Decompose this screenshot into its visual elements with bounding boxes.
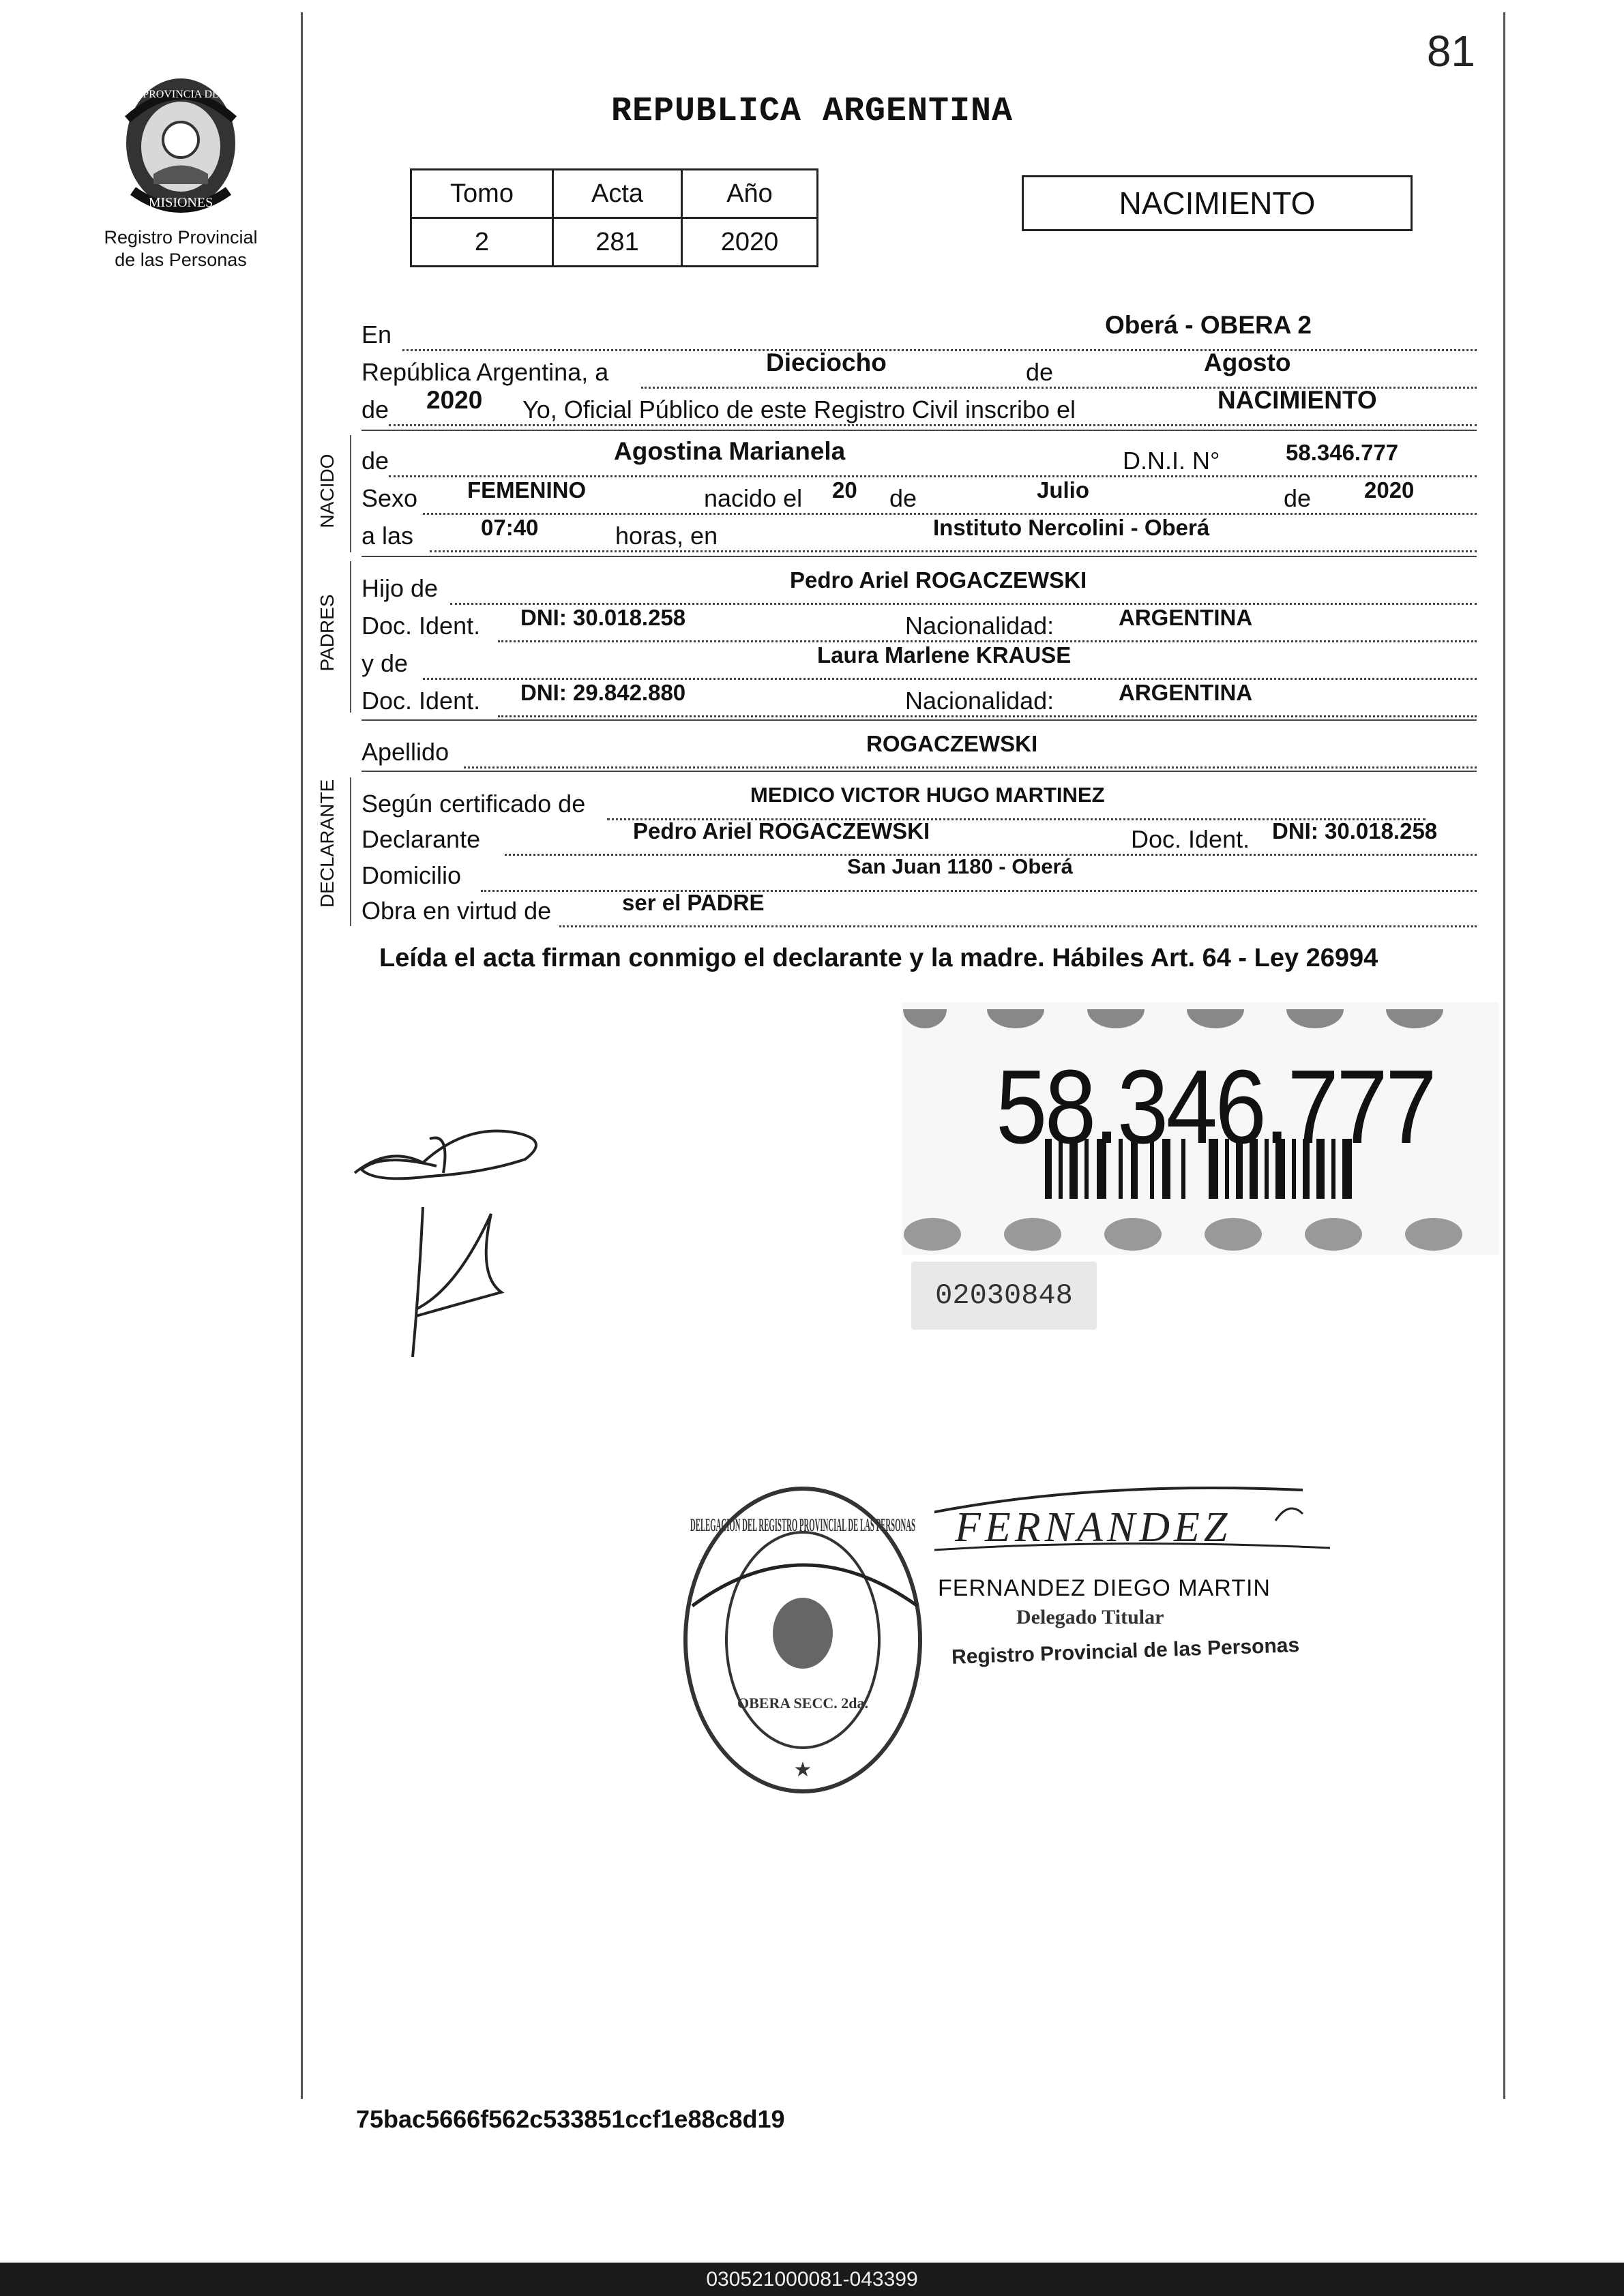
record-table-header-tomo: Tomo xyxy=(411,170,553,218)
row-father xyxy=(361,567,1477,608)
value-surname: ROGACZEWSKI xyxy=(866,731,1038,756)
value-mother-doc: DNI: 29.842.880 xyxy=(520,680,686,705)
label-yo-oficial: Yo, Oficial Público de este Registro Civil inscribo el xyxy=(520,396,1078,424)
value-capacity: ser el PADRE xyxy=(622,890,765,915)
label-domicilio: Domicilio xyxy=(361,861,464,890)
svg-text:★: ★ xyxy=(793,1759,812,1781)
value-birth-year: 2020 xyxy=(1364,477,1415,503)
dotted-line xyxy=(402,322,1477,351)
row-mother-doc xyxy=(361,680,1477,721)
label-a-las: a las xyxy=(361,522,416,550)
value-sex: FEMENINO xyxy=(467,477,587,503)
record-table-header-row xyxy=(411,170,818,218)
registry-caption-line2: de las Personas xyxy=(115,250,247,270)
label-en: En xyxy=(361,320,394,349)
label-nacionalidad: Nacionalidad: xyxy=(902,612,1057,640)
official-seal-inner-text: OBERA SECC. 2da. xyxy=(737,1695,868,1712)
officer-role: Delegado Titular xyxy=(1016,1606,1164,1628)
row-declarant xyxy=(361,818,1477,859)
value-certificate-by: MEDICO VICTOR HUGO MARTINEZ xyxy=(750,783,1105,807)
record-table-anio: 2020 xyxy=(682,218,818,267)
label-y-de: y de xyxy=(361,649,411,678)
value-record-kind: NACIMIENTO xyxy=(1217,386,1377,414)
value-birth-day: 20 xyxy=(832,477,857,503)
label-nacionalidad-mother: Nacionalidad: xyxy=(902,687,1057,715)
section-divider xyxy=(361,771,1477,772)
value-declarant-doc: DNI: 30.018.258 xyxy=(1272,818,1438,844)
label-de-child: de xyxy=(361,447,392,475)
label-doc-ident-declarant: Doc. Ident. xyxy=(1128,825,1252,854)
document-hash: 75bac5666f562c533851ccf1e88c8d19 xyxy=(356,2105,785,2133)
label-dni: D.N.I. N° xyxy=(1120,447,1222,475)
footer-code-bar: 030521000081-043399 xyxy=(0,2263,1624,2296)
page-number: 81 xyxy=(1426,27,1475,76)
record-table-tomo: 2 xyxy=(411,218,553,267)
record-table-acta: 281 xyxy=(553,218,682,267)
label-de-month: de xyxy=(887,484,919,513)
row-child-name xyxy=(361,437,1477,481)
section-divider xyxy=(361,719,1477,721)
section-divider xyxy=(361,430,1477,431)
right-margin-line xyxy=(1503,12,1505,2099)
section-label-padres: PADRES xyxy=(316,594,338,672)
label-de-year: de xyxy=(361,396,392,424)
row-place xyxy=(361,311,1477,355)
value-year: 2020 xyxy=(426,386,483,414)
record-type-box: NACIMIENTO xyxy=(1022,175,1413,231)
record-table-header-acta: Acta xyxy=(553,170,682,218)
declarant-signature xyxy=(348,1112,566,1371)
row-mother xyxy=(361,642,1477,683)
section-bar-declarante xyxy=(350,777,351,926)
official-seal-stamp xyxy=(679,1483,928,1797)
value-place: Oberá - OBERA 2 xyxy=(1105,311,1312,339)
label-nacido-el: nacido el xyxy=(701,484,805,513)
value-father-name: Pedro Ariel ROGACZEWSKI xyxy=(790,567,1087,593)
label-declarante: Declarante xyxy=(361,825,483,854)
official-seal-text: DELEGACION DEL REGISTRO PROVINCIAL DE LAS PERSONAS xyxy=(690,1515,915,1535)
row-certificate xyxy=(361,783,1477,824)
value-child-name: Agostina Marianela xyxy=(614,437,846,465)
record-table-value-row xyxy=(411,218,818,267)
label-horas-en: horas, en xyxy=(612,522,720,550)
label-obra-en-virtud: Obra en virtud de xyxy=(361,897,554,925)
officer-name: FERNANDEZ DIEGO MARTIN xyxy=(938,1575,1271,1601)
value-child-dni: 58.346.777 xyxy=(1286,440,1399,465)
section-divider xyxy=(361,556,1477,557)
closing-text: Leída el acta firman conmigo el declarante y la madre. Hábiles Art. 64 - Ley 26994 xyxy=(379,944,1378,972)
section-bar-padres xyxy=(350,561,351,713)
row-surname xyxy=(361,731,1477,772)
officer-organization: Registro Provincial de las Personas xyxy=(951,1634,1300,1669)
province-seal-icon xyxy=(113,72,249,222)
control-number-stamp: 02030848 xyxy=(911,1262,1097,1330)
value-birth-place: Instituto Nercolini - Oberá xyxy=(933,515,1210,540)
row-sex-birth xyxy=(361,477,1477,518)
left-margin-line xyxy=(301,12,303,2099)
value-birth-time: 07:40 xyxy=(481,515,539,540)
label-de: de xyxy=(1023,358,1056,387)
registry-caption xyxy=(75,226,286,271)
record-table-header-anio: Año xyxy=(682,170,818,218)
label-segun-certificado: Según certificado de xyxy=(361,790,588,818)
value-father-nationality: ARGENTINA xyxy=(1119,605,1253,630)
value-mother-name: Laura Marlene KRAUSE xyxy=(817,642,1072,668)
registry-caption-line1: Registro Provincial xyxy=(104,227,258,248)
label-sexo: Sexo xyxy=(361,484,420,513)
label-hijo-de: Hijo de xyxy=(361,574,441,603)
seal-text-top: PROVINCIA DE xyxy=(143,89,219,100)
row-address xyxy=(361,854,1477,895)
country-title: REPUBLICA ARGENTINA xyxy=(610,92,1014,131)
label-doc-ident-mother: Doc. Ident. xyxy=(361,687,483,715)
row-capacity xyxy=(361,890,1477,931)
official-signature-text: FERNANDEZ xyxy=(955,1504,1232,1551)
value-address: San Juan 1180 - Oberá xyxy=(847,854,1073,878)
value-declarant: Pedro Ariel ROGACZEWSKI xyxy=(633,818,930,844)
value-father-doc: DNI: 30.018.258 xyxy=(520,605,686,630)
label-apellido: Apellido xyxy=(361,738,452,766)
section-label-nacido: NACIDO xyxy=(316,453,338,528)
label-doc-ident: Doc. Ident. xyxy=(361,612,483,640)
record-table xyxy=(410,168,818,267)
label-de-birth-year: de xyxy=(1281,484,1314,513)
row-year xyxy=(361,386,1477,430)
value-mother-nationality: ARGENTINA xyxy=(1119,680,1253,705)
section-bar-nacido xyxy=(350,435,351,552)
dni-large-number: 58.346.777 xyxy=(996,1048,1435,1165)
label-republica: República Argentina, a xyxy=(361,358,611,387)
value-birth-month: Julio xyxy=(1037,477,1090,503)
section-label-declarante: DECLARANTE xyxy=(316,779,338,908)
value-month: Agosto xyxy=(1204,348,1291,376)
seal-text-bottom: MISIONES xyxy=(148,195,213,210)
value-day: Dieciocho xyxy=(766,348,887,376)
row-time-place xyxy=(361,515,1477,556)
row-father-doc xyxy=(361,605,1477,646)
